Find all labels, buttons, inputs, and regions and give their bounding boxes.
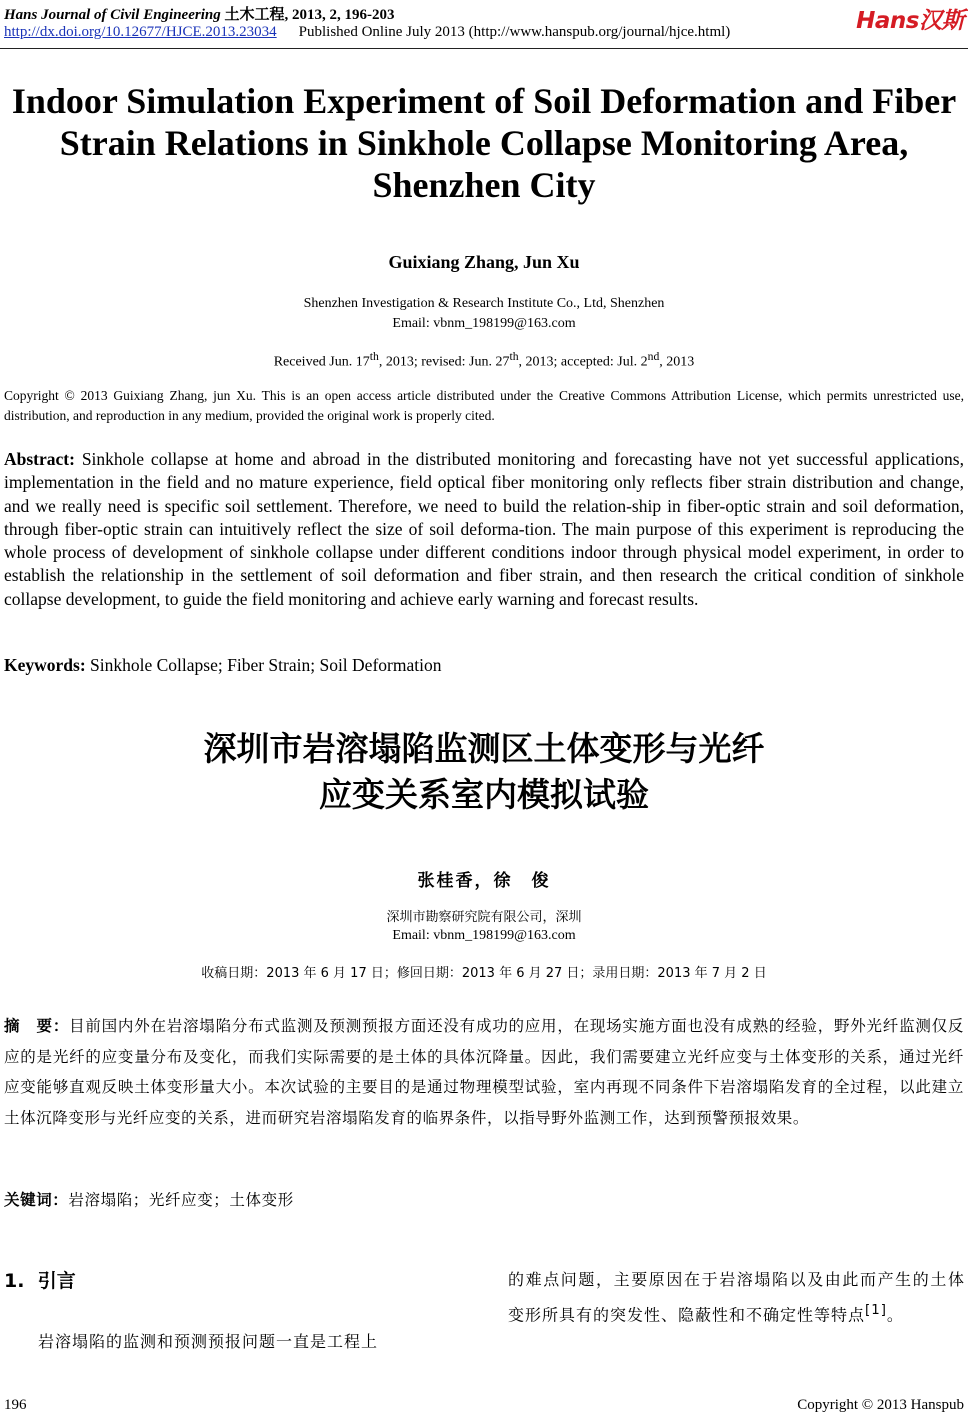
revised-date: , 2013; revised: Jun. 27 [378, 354, 510, 370]
left-column-paragraph: 岩溶塌陷的监测和预测预报问题一直是工程上 [38, 1332, 379, 1351]
keywords-cn [4, 1188, 964, 1210]
journal-name: Hans Journal of Civil Engineering [4, 7, 221, 23]
keywords-cn-text: 岩溶塌陷；光纤应变；土体变形 [68, 1191, 294, 1209]
published-online: Published Online July 2013 (http://www.hanspub.org/journal/hjce.html) [298, 24, 731, 40]
authors-cn: 张桂香，徐 俊 [417, 871, 551, 891]
revised-sup: th [509, 350, 519, 363]
email-en: Email: vbnm_198199@163.com [392, 316, 576, 331]
citation-ref[interactable]: [1] [865, 1303, 887, 1318]
received-sup: th [369, 350, 379, 363]
abstract-en [4, 448, 964, 611]
right-column-end: 。 [886, 1305, 904, 1325]
affiliation-en: Shenzhen Investigation & Research Institute Co., Ltd, Shenzhen [303, 296, 665, 311]
abstract-cn [4, 1011, 964, 1133]
copyright-notice: Copyright © 2013 Guixiang Zhang, jun Xu. This is an open access article distributed under the Creative Commons Attribution License, which permits unrestricted use, distribution, and reproduction in any medium, provided the original work is properly cited. [4, 388, 964, 423]
right-column-text: 的难点问题，主要原因在于岩溶塌陷以及由此而产生的土体变形所具有的突发性、隐蔽性和不确定性等特点 [508, 1270, 965, 1325]
dates-cn: 收稿日期：2013 年 6 月 17 日；修回日期：2013 年 6 月 27 日；录用日期：2013 年 7 月 2 日 [201, 966, 767, 981]
footer-copyright: Copyright © 2013 Hanspub [797, 1397, 964, 1413]
title-cn-line: 应变关系室内模拟试验 [319, 775, 649, 814]
doi-link[interactable]: http://dx.doi.org/10.12677/HJCE.2013.23034 [4, 24, 277, 40]
keywords-cn-label: 关键词： [4, 1191, 69, 1209]
email-cn: Email: vbnm_198199@163.com [392, 928, 576, 943]
running-header [4, 3, 394, 24]
title-en-line: Shenzhen City [372, 165, 596, 205]
title-cn-line: 深圳市岩溶塌陷监测区土体变形与光纤 [203, 729, 765, 768]
dates-en [0, 350, 968, 371]
section-title: 引言 [37, 1270, 76, 1292]
accepted-sup: nd [647, 350, 660, 363]
abstract-cn-label: 摘 要： [4, 1017, 70, 1035]
authors-en: Guixiang Zhang, Jun Xu [388, 252, 580, 272]
affiliation-cn: 深圳市勘察研究院有限公司，深圳 [386, 910, 582, 925]
title-en-line: Indoor Simulation Experiment of Soil Deformation and Fiber [11, 81, 957, 121]
dates-year: , 2013 [659, 354, 695, 370]
paper-title-en [0, 80, 968, 206]
title-en-line: Strain Relations in Sinkhole Collapse Monitoring Area, [59, 123, 909, 163]
abstract-en-text: Sinkhole collapse at home and abroad in the distributed monitoring and forecasting have not yet successful applications, implementation in the field and no mature experience, field optical fiber monitoring only reflects fiber strain distribution and change, and we really need is specific soil settlement. Therefore, we need to build the relation-ship in fiber-optic strain and soil deformation, through fiber-optic strain can intuitively reflect the size of soil deforma-tion. The main purpose of this experiment is reproducing the whole process of development of sinkhole collapse under different conditions indoor through physical model experiment, in order to establish the relationship in the settlement of soil deformation and fiber strain, and then research the critical condition of sinkhole collapse development, to guide the field monitoring and achieve early warning and forecast results. [4, 449, 964, 609]
received-date: Received Jun. 17 [273, 354, 370, 370]
paper-title-cn [0, 726, 968, 818]
journal-citation: 土木工程, 2013, 2, 196-203 [224, 7, 395, 23]
hanspub-logo: Hans汉斯 [856, 8, 964, 34]
header-divider [0, 48, 968, 49]
doi-line [4, 24, 730, 41]
accepted-date: , 2013; accepted: Jul. 2 [518, 354, 648, 370]
section-number: 1. [4, 1270, 25, 1292]
section-heading [4, 1266, 76, 1293]
abstract-en-label: Abstract: [4, 449, 75, 469]
right-column-paragraph [508, 1264, 965, 1330]
keywords-en [4, 655, 964, 676]
page-number: 196 [4, 1397, 27, 1413]
abstract-cn-text: 目前国内外在岩溶塌陷分布式监测及预测预报方面还没有成功的应用，在现场实施方面也没有成熟的经验，野外光纤监测仅反应的是光纤的应变量分布及变化，而我们实际需要的是土体的具体沉降量。因此，我们需要建立光纤应变与土体变形的关系，通过光纤应变能够直观反映土体变形量大小。本次试验的主要目的是通过物理模型试验，室内再现不同条件下岩溶塌陷发育的全过程，以此建立土体沉降变形与光纤应变的关系，进而研究岩溶塌陷发育的临界条件，以指导野外监测工作，达到预警预报效果。 [4, 1017, 964, 1127]
keywords-en-text: Sinkhole Collapse; Fiber Strain; Soil Deformation [85, 655, 442, 675]
keywords-en-label: Keywords: [4, 655, 86, 675]
